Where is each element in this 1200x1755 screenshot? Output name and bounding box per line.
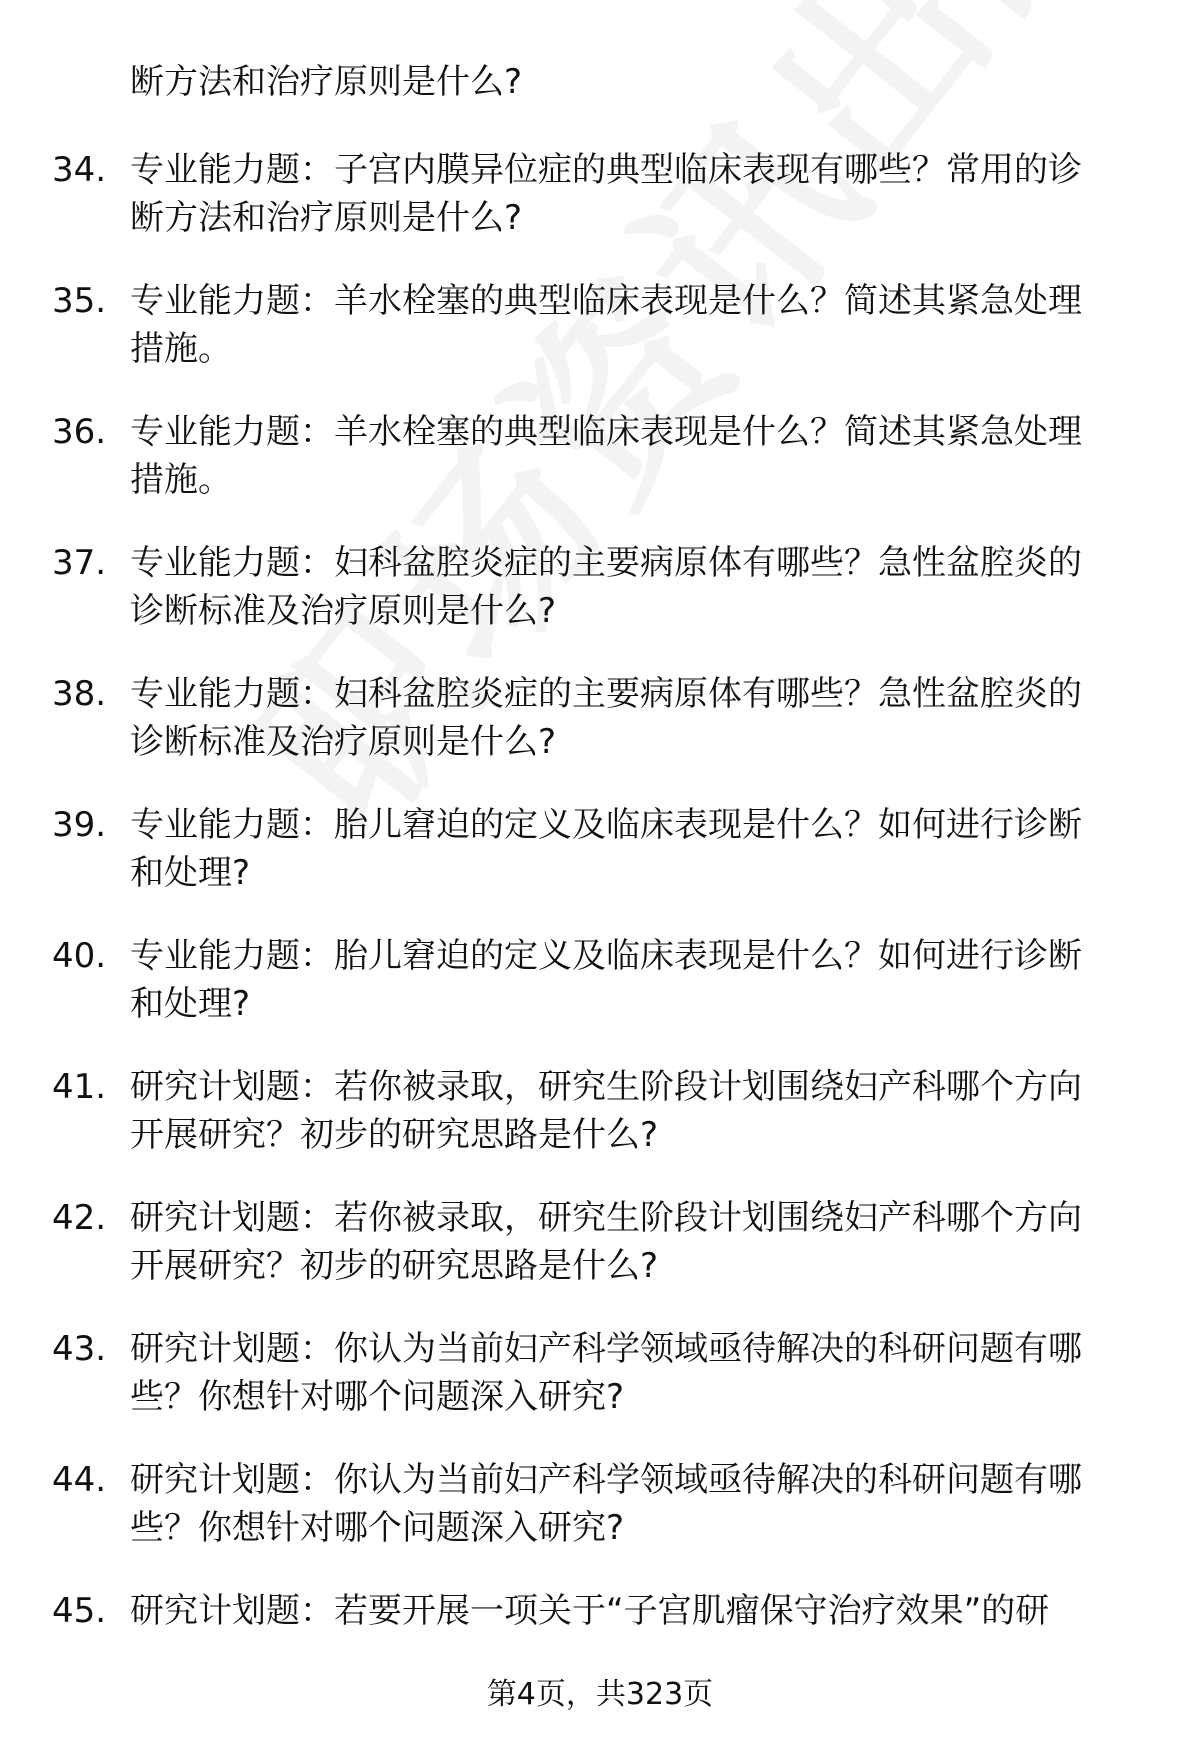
list-item <box>0 1063 1200 1194</box>
question-number: 39. <box>52 805 107 845</box>
question-number: 35. <box>52 281 107 321</box>
question-number: 36. <box>52 412 107 452</box>
question-number: 40. <box>52 936 107 976</box>
list-item <box>0 801 1200 932</box>
list-item <box>0 408 1200 539</box>
question-number: 34. <box>52 150 107 190</box>
question-text: 研究计划题：你认为当前妇产科学领域亟待解决的科研问题有哪 些？你想针对哪个问题深入研究? <box>130 1329 1082 1417</box>
list-item <box>0 932 1200 1063</box>
question-number: 45. <box>52 1591 107 1631</box>
question-text: 专业能力题：胎儿窘迫的定义及临床表现是什么？如何进行诊断 和处理? <box>130 936 1082 1024</box>
page-footer: 第4页，共323页 <box>486 1677 714 1712</box>
question-text: 专业能力题：胎儿窘迫的定义及临床表现是什么？如何进行诊断 和处理? <box>130 805 1082 893</box>
list-item <box>0 277 1200 408</box>
list-item <box>0 1325 1200 1456</box>
question-number: 44. <box>52 1460 107 1500</box>
question-text: 研究计划题：若要开展一项关于“子宫肌瘤保守治疗效果”的研 <box>130 1591 1050 1631</box>
question-text: 专业能力题：妇科盆腔炎症的主要病原体有哪些？急性盆腔炎的 诊断标准及治疗原则是什么? <box>130 543 1082 631</box>
question-text: 专业能力题：羊水栓塞的典型临床表现是什么？简述其紧急处理 措施。 <box>130 412 1082 500</box>
list-item <box>0 1456 1200 1587</box>
list-item <box>0 146 1200 277</box>
question-text: 研究计划题：若你被录取，研究生阶段计划围绕妇产科哪个方向 开展研究？初步的研究思路是什么? <box>130 1067 1082 1155</box>
question-text: 研究计划题：若你被录取，研究生阶段计划围绕妇产科哪个方向 开展研究？初步的研究思路是什么? <box>130 1198 1082 1286</box>
question-number: 41. <box>52 1067 107 1107</box>
question-text: 专业能力题：妇科盆腔炎症的主要病原体有哪些？急性盆腔炎的 诊断标准及治疗原则是什么? <box>130 674 1082 762</box>
question-list <box>0 146 1200 1718</box>
question-text: 专业能力题：子宫内膜异位症的典型临床表现有哪些？常用的诊 断方法和治疗原则是什么? <box>130 150 1082 238</box>
continuation-text: 断方法和治疗原则是什么? <box>130 62 523 102</box>
question-text: 研究计划题：你认为当前妇产科学领域亟待解决的科研问题有哪 些？你想针对哪个问题深入研究? <box>130 1460 1082 1548</box>
question-number: 42. <box>52 1198 107 1238</box>
question-number: 38. <box>52 674 107 714</box>
list-item <box>0 539 1200 670</box>
question-number: 37. <box>52 543 107 583</box>
question-text: 专业能力题：羊水栓塞的典型临床表现是什么？简述其紧急处理 措施。 <box>130 281 1082 369</box>
list-item <box>0 1194 1200 1325</box>
question-number: 43. <box>52 1329 107 1369</box>
list-item <box>0 670 1200 801</box>
